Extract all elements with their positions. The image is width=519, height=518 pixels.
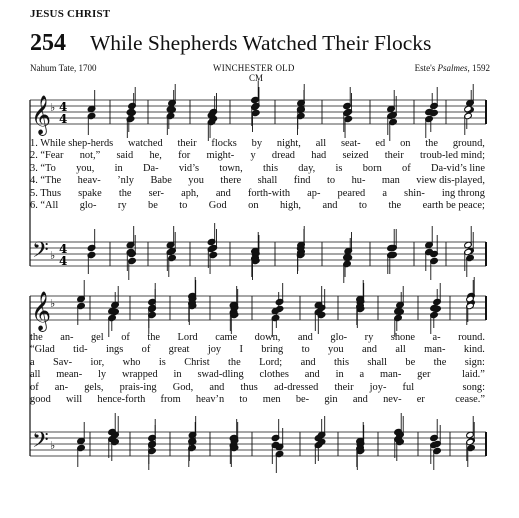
bass-clef: 𝄢 [32,238,49,268]
lyric-syllable: God, [172,381,194,393]
lyric-syllable: be [405,356,416,368]
time-signature: 4 [59,100,68,114]
lyric-syllable: 5. Thus [30,187,61,199]
lyric-syllable: y [250,150,256,162]
lyric-syllable: the [425,138,438,149]
lyric-syllable: gel [90,332,104,343]
lyric-syllable: man [381,175,400,187]
lyric-syllable: tid- [73,344,88,356]
lyric-syllable: round. [458,332,485,343]
hymn-number: 254 [30,30,66,56]
lyric-syllable: all [315,138,327,149]
lyrics-system-2 [30,332,485,406]
lyric-syllable: and [361,344,377,356]
lyric-syllable: shall [257,175,278,187]
lyric-syllable: shall [367,356,388,368]
lyric-syllable: Lord [177,332,198,343]
lyric-syllable: born [362,162,382,174]
lyric-syllable: watched [128,138,163,149]
lyric-syllable: man- [424,344,446,356]
lyric-syllable: vid’s [178,162,200,174]
lyric-syllable: and [209,381,225,393]
lyric-syllable: aph, [181,187,199,199]
flat-sign: ♭ [50,249,56,262]
lyric-syllable: ing throng [441,187,485,199]
lyric-line [30,188,485,200]
lyric-syllable: wrapped [121,369,158,381]
lyric-syllable: ad-dressed [273,381,319,393]
lyric-syllable: of [402,162,411,174]
lyric-syllable: God [208,200,227,212]
lyric-syllable: you, [76,162,95,174]
lyric-syllable: ry [364,332,374,343]
lyric-syllable: and [215,187,231,199]
lyric-line [30,369,485,381]
lyric-syllable: a [382,187,387,199]
lyric-syllable: laid.” [462,369,485,381]
lyric-syllable: the [433,356,447,368]
section-heading: JESUS CHRIST [30,8,111,20]
lyric-syllable: Da-vid’s line [430,162,485,174]
lyric-syllable: shone [390,332,416,343]
lyric-syllable: and [322,200,338,212]
lyric-line [30,332,485,344]
lyric-syllable: sign: [464,356,485,368]
lyric-syllable: heav- [77,175,101,187]
lyric-syllable: Da- [142,162,159,174]
lyric-syllable: in [114,162,123,174]
lyric-syllable: song: [462,381,485,393]
lyric-syllable: and [297,332,313,343]
lyric-syllable: earth be peace; [422,200,485,212]
flat-sign: ♭ [50,101,56,114]
lyric-syllable: dread [271,150,295,162]
lyric-syllable: and [300,356,316,368]
lyric-line [30,394,485,406]
lyric-syllable: shin- [404,187,425,199]
time-signature: 4 [59,242,68,256]
lyric-syllable: day, [298,162,316,174]
lyric-syllable: and [352,394,368,406]
lyric-syllable: all [395,344,406,356]
source-title: Psalmes [437,63,468,73]
lyric-syllable: ly [98,369,107,381]
lyric-syllable: ground, [452,138,485,149]
lyric-line [30,138,485,150]
lyric-syllable: an- [54,381,69,393]
lyric-syllable: a [359,369,365,381]
lyric-syllable: ings [105,344,124,356]
lyric-syllable: town, [219,162,243,174]
lyric-syllable: nev- [383,394,402,406]
lyric-line [30,163,485,175]
lyric-syllable: 4. “The [30,175,62,187]
lyric-syllable: Lord; [259,356,283,368]
lyric-syllable: who [122,356,141,368]
lyric-syllable: seat- [340,138,361,149]
lyric-syllable: from [160,394,181,406]
lyric-syllable: view dis-played, [416,175,485,187]
lyric-syllable: this [333,356,349,368]
lyric-syllable: spake [78,187,102,199]
lyric-syllable: I [239,344,243,356]
lyric-syllable: hu- [351,175,366,187]
lyric-syllable: good [30,394,51,406]
lyric-syllable: in [335,369,344,381]
lyric-syllable: of [30,381,39,393]
lyric-syllable: the [118,187,132,199]
lyric-syllable: cease.” [455,394,485,406]
lyric-syllable: the [388,200,402,212]
lyric-line [30,175,485,187]
lyric-syllable: ’nly [117,175,134,187]
lyric-syllable: 6. “All [30,200,59,212]
lyric-syllable: glo- [79,200,97,212]
lyric-syllable: an- [60,332,74,343]
lyric-syllable: kind. [463,344,485,356]
lyric-syllable: not,” [79,150,101,162]
meter: CM [249,73,264,83]
lyric-syllable: ser- [148,187,165,199]
lyric-syllable: ed [375,138,386,149]
lyric-syllable: is [335,162,343,174]
source-suffix: , 1592 [467,63,490,73]
lyric-line [30,200,485,212]
lyric-syllable: will [66,394,83,406]
lyric-syllable: you [328,344,344,356]
lyric-syllable: their [334,381,354,393]
lyric-syllable: ior, [90,356,105,368]
lyric-syllable: prais-ing [119,381,157,393]
lyric-syllable: he, [149,150,162,162]
lyric-syllable: 1. While shep-herds [30,138,114,149]
lyric-syllable: high, [279,200,302,212]
lyric-syllable: man- [379,369,402,381]
lyric-syllable: the [228,356,241,368]
lyric-syllable: might- [206,150,235,162]
source-prefix: Este's [414,63,438,73]
lyric-syllable: is [158,356,166,368]
lyric-syllable: ger [417,369,431,381]
lyric-line [30,357,485,369]
lyric-syllable: and [304,369,320,381]
treble-clef: 𝄞 [31,291,52,331]
lyric-syllable: be [148,200,158,212]
lyric-syllable: the [147,332,161,343]
lyric-syllable: to [358,200,368,212]
lyric-syllable: glo- [330,332,348,343]
lyric-syllable: forth-with [247,187,291,199]
lyric-syllable: ry [117,200,127,212]
lyric-syllable: all [30,369,41,381]
time-signature: 4 [59,254,68,268]
lyric-syllable: their [177,138,197,149]
lyric-syllable: to [179,200,188,212]
lyric-syllable: Christ [184,356,210,368]
lyric-syllable: ful [402,381,415,393]
lyric-syllable: ap- [307,187,321,199]
lyric-syllable: heav’n [195,394,225,406]
flat-sign: ♭ [50,297,56,310]
lyric-syllable: 3. “To [30,162,56,174]
lyric-line [30,382,485,394]
lyric-syllable: a- [432,332,441,343]
lyric-syllable: flocks [211,138,237,149]
lyric-syllable: by [251,138,263,149]
lyric-syllable: had [311,150,327,162]
lyric-line [30,150,485,162]
treble-clef: 𝄞 [31,95,52,135]
lyric-syllable: on [400,138,411,149]
lyric-syllable: clothes [259,369,289,381]
lyric-syllable: joy- [369,381,387,393]
lyric-syllable: mean- [56,369,83,381]
lyric-syllable: their [384,150,404,162]
lyric-syllable: troub-led mind; [420,150,485,162]
lyric-line [30,344,485,356]
lyric-syllable: swad-dling [197,369,244,381]
lyric-syllable: night, [276,138,301,149]
lyric-syllable: of [121,332,130,343]
lyric-syllable: seized [342,150,369,162]
hymn-title: While Shepherds Watched Their Flocks [90,31,432,55]
lyric-syllable: you [188,175,204,187]
lyric-syllable: bring [261,344,284,356]
lyric-syllable: great [168,344,190,356]
lyric-syllable: to [301,344,310,356]
lyric-syllable: on [248,200,259,212]
lyric-syllable: this [262,162,278,174]
lyric-syllable: be- [295,394,310,406]
lyric-syllable: of [141,344,151,356]
lyric-syllable: to [239,394,248,406]
tune-name: WINCHESTER OLD [213,63,295,73]
lyric-syllable: “Glad [30,344,55,356]
lyric-syllable: for [178,150,191,162]
lyric-syllable: peared [337,187,366,199]
lyric-syllable: thus [240,381,258,393]
lyric-syllable: the [30,332,43,343]
lyric-syllable: down, [254,332,281,343]
lyric-syllable: gin [324,394,338,406]
lyric-syllable: came [215,332,238,343]
lyric-syllable: find [293,175,311,187]
lyric-syllable: gels, [84,381,104,393]
lyric-syllable: Babe [150,175,172,187]
lyric-syllable: er [416,394,425,406]
lyric-syllable: to [326,175,336,187]
lyric-syllable: Sav- [53,356,73,368]
bass-clef: 𝄢 [32,428,49,458]
lyric-syllable: hence-forth [97,394,146,406]
lyric-syllable: 2. “Fear [30,150,64,162]
flat-sign: ♭ [50,439,56,452]
lyric-syllable: men [262,394,281,406]
time-signature: 4 [59,112,68,126]
lyric-syllable: there [220,175,242,187]
lyric-syllable: joy [207,344,222,356]
lyric-syllable: in [173,369,182,381]
lyrics-system-1 [30,138,485,212]
lyric-syllable: said [116,150,134,162]
lyric-syllable: a [30,356,35,368]
text-author: Nahum Tate, 1700 [30,63,97,73]
